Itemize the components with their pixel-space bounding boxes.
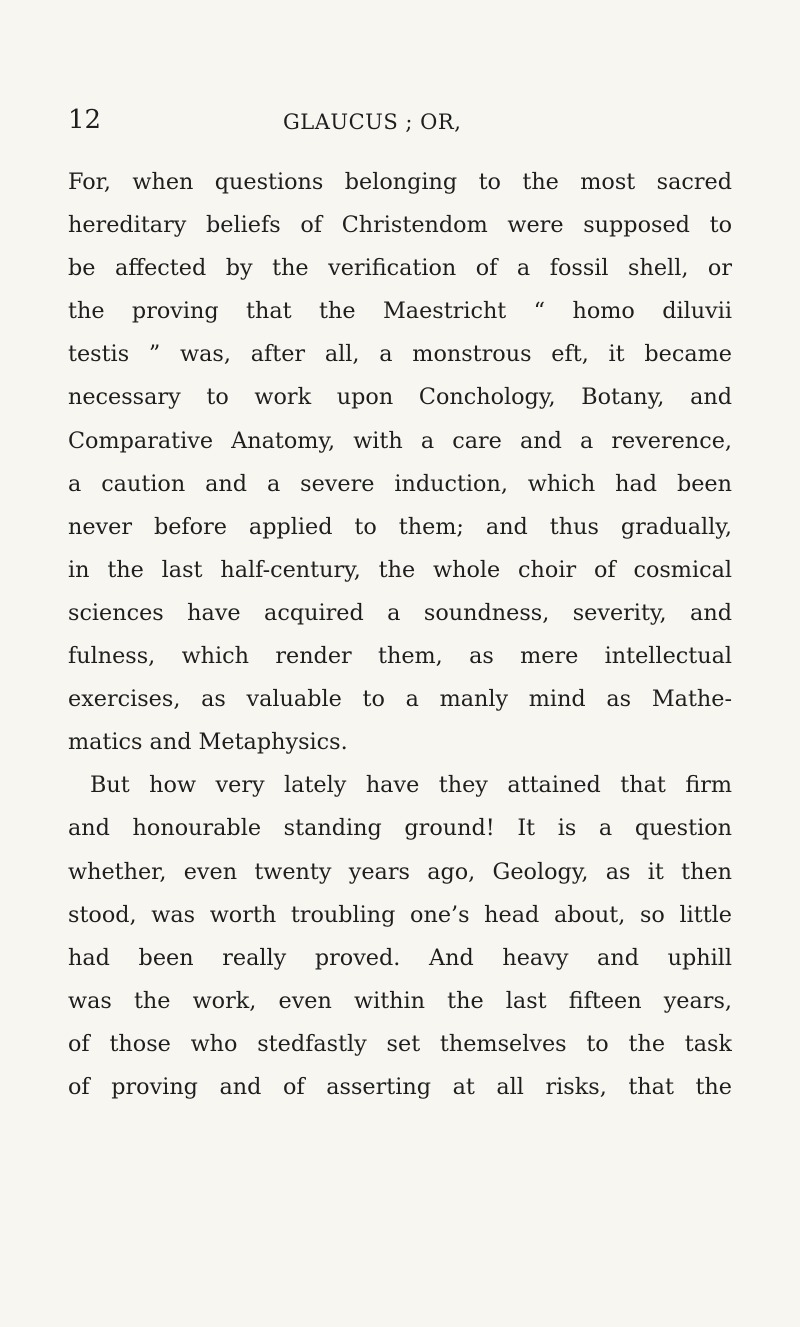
- text-line: of those who stedfastly set themselves to the task: [68, 1030, 732, 1057]
- text-line: sciences have acquired a soundness, severity, and: [68, 599, 732, 626]
- text-line: had been really proved. And heavy and uphill: [68, 944, 732, 971]
- paragraph-end-line: matics and Metaphysics.: [68, 729, 348, 756]
- text-line: of proving and of asserting at all risks, that the: [68, 1073, 732, 1100]
- text-line: testis ” was, after all, a monstrous eft, it became: [68, 341, 732, 368]
- text-line: the proving that the Maestricht “ homo diluvii: [68, 298, 732, 325]
- body-text: [68, 161, 732, 1109]
- text-line: in the last half-century, the whole choir of cosmical: [68, 556, 732, 583]
- text-line: Comparative Anatomy, with a care and a reverence,: [68, 427, 732, 454]
- text-line: exercises, as valuable to a manly mind as Mathe-: [68, 686, 732, 713]
- text-line: stood, was worth troubling one’s head about, so little: [68, 901, 732, 928]
- paragraph-start-line: But how very lately have they attained that firm: [90, 772, 732, 799]
- text-line: whether, even twenty years ago, Geology, as it then: [68, 858, 732, 885]
- text-line: a caution and a severe induction, which had been: [68, 470, 732, 497]
- text-line: necessary to work upon Conchology, Botany, and: [68, 384, 732, 411]
- text-line: was the work, even within the last fifteen years,: [68, 987, 732, 1014]
- text-line: For, when questions belonging to the most sacred: [68, 169, 732, 195]
- text-line: fulness, which render them, as mere intellectual: [68, 643, 732, 670]
- text-line: be affected by the verification of a fossil shell, or: [68, 255, 732, 282]
- text-line: never before applied to them; and thus gradually,: [68, 513, 732, 540]
- page-number: 12: [68, 105, 102, 135]
- text-line: hereditary beliefs of Christendom were supposed to: [68, 212, 732, 239]
- text-line: and honourable standing ground! It is a question: [68, 815, 732, 842]
- running-title: GLAUCUS ; OR,: [283, 110, 462, 134]
- page-header: [68, 100, 728, 140]
